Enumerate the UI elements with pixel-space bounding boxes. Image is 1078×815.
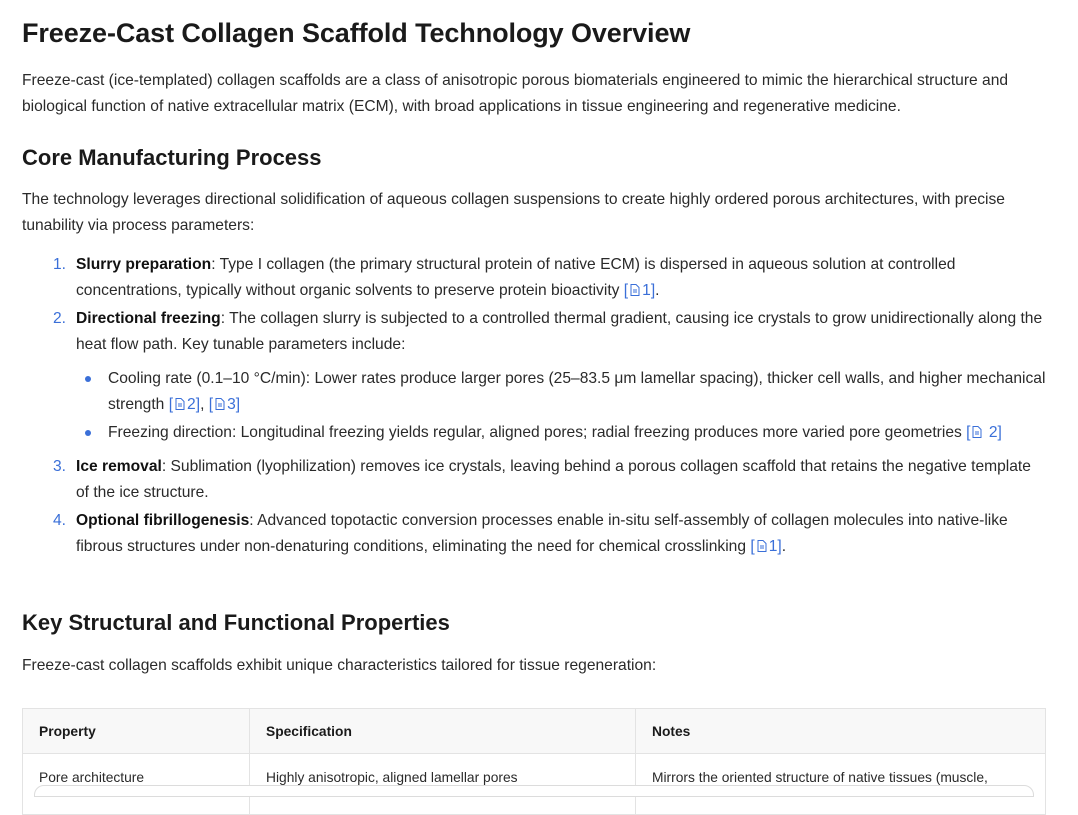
step-number: 3. [53, 458, 67, 475]
chat-input-bar[interactable] [34, 785, 1034, 797]
properties-lead: Freeze-cast collagen scaffolds exhibit unique characteristics tailored for tissue regeneration: [22, 657, 657, 674]
citation-link[interactable]: [ 1] [623, 282, 656, 299]
step-number: 1. [53, 256, 67, 273]
step-term: Ice removal [76, 458, 162, 475]
citation-link[interactable]: [ 1] [750, 538, 782, 555]
step-text: : Type I collagen (the primary structural protein of native ECM) is dispersed in aqueous solution at controlled concentrations, typically without organic solvents to preserve protein bioactivity [76, 256, 956, 299]
step-text: : Advanced topotactic conversion processes enable in-situ self-assembly of collagen molecules into native-like fibrous structures under non-denaturing conditions, eliminating the need for chemical crosslinking [76, 512, 1008, 555]
parameter-list [76, 366, 1047, 446]
step-item [22, 306, 1047, 446]
parameter-item: Cooling rate (0.1–10 °C/min): Lower rates produce larger pores (25–83.5 μm lamellar spacing), thicker cell walls, and higher mechanical strength [ 2], [ 3] [76, 366, 1047, 418]
step-item [22, 454, 1047, 506]
citation-link[interactable]: [ 2] [966, 424, 1002, 441]
citation-link[interactable]: [ 3] [208, 396, 241, 413]
step-term: Directional freezing [76, 310, 221, 327]
table-row [23, 754, 1046, 815]
intro-paragraph: Freeze-cast (ice-templated) collagen scaffolds are a class of anisotropic porous biomaterials engineered to mimic the hierarchical structure and biological function of native extracellular matrix (ECM), with broad applications in tissue engineering and regenerative medicine. [22, 72, 1009, 115]
step-term: Slurry preparation [76, 256, 212, 273]
bullet-icon [85, 376, 91, 382]
column-header: Property [23, 709, 250, 754]
column-header: Specification [250, 709, 636, 754]
document-icon [215, 398, 225, 410]
document-icon [175, 398, 185, 410]
document-icon [972, 426, 982, 438]
section-heading-process: Core Manufacturing Process [22, 145, 322, 170]
document-icon [757, 540, 767, 552]
parameter-item: Freezing direction: Longitudinal freezing yields regular, aligned pores; radial freezing produces more varied pore geometries [ 2] [76, 420, 1047, 446]
table-header-row [23, 709, 1046, 754]
table-cell: Mirrors the oriented structure of native tissues (muscle, [636, 754, 1046, 815]
bullet-icon [85, 430, 91, 436]
section-heading-properties: Key Structural and Functional Properties [22, 610, 450, 635]
step-term: Optional fibrillogenesis [76, 512, 250, 529]
page-title: Freeze-Cast Collagen Scaffold Technology Overview [22, 18, 691, 48]
step-item: 1. Slurry preparation: Type I collagen (the primary structural protein of native ECM) is dispersed in aqueous solution at controlled concentrations, typically without organic solvents to preserve protein bioactivity [ 1]. [22, 252, 1047, 304]
properties-table [22, 708, 1046, 815]
process-lead: The technology leverages directional solidification of aqueous collagen suspensions to create highly ordered porous architectures, with precise tunability via process parameters: [22, 191, 1005, 234]
citation-link[interactable]: [ 2] [168, 396, 201, 413]
table-cell: Highly anisotropic, aligned lamellar pores [250, 754, 636, 815]
process-steps-list [22, 252, 1047, 560]
step-text: : The collagen slurry is subjected to a controlled thermal gradient, causing ice crystals to grow unidirectionally along the heat flow path. Key tunable parameters include: [76, 310, 1043, 353]
step-item: 4. Optional fibrillogenesis: Advanced topotactic conversion processes enable in-situ self-assembly of collagen molecules into native-like fibrous structures under non-denaturing conditions, eliminating the need for chemical crosslinking [ 1]. [22, 508, 1047, 560]
step-number: 4. [53, 512, 67, 529]
step-text: : Sublimation (lyophilization) removes ice crystals, leaving behind a porous collagen scaffold that retains the negative template of the ice structure. [76, 458, 1031, 501]
step-number: 2. [53, 310, 67, 327]
column-header: Notes [636, 709, 1046, 754]
table-cell: Pore architecture [23, 754, 250, 815]
document-icon [630, 284, 640, 296]
